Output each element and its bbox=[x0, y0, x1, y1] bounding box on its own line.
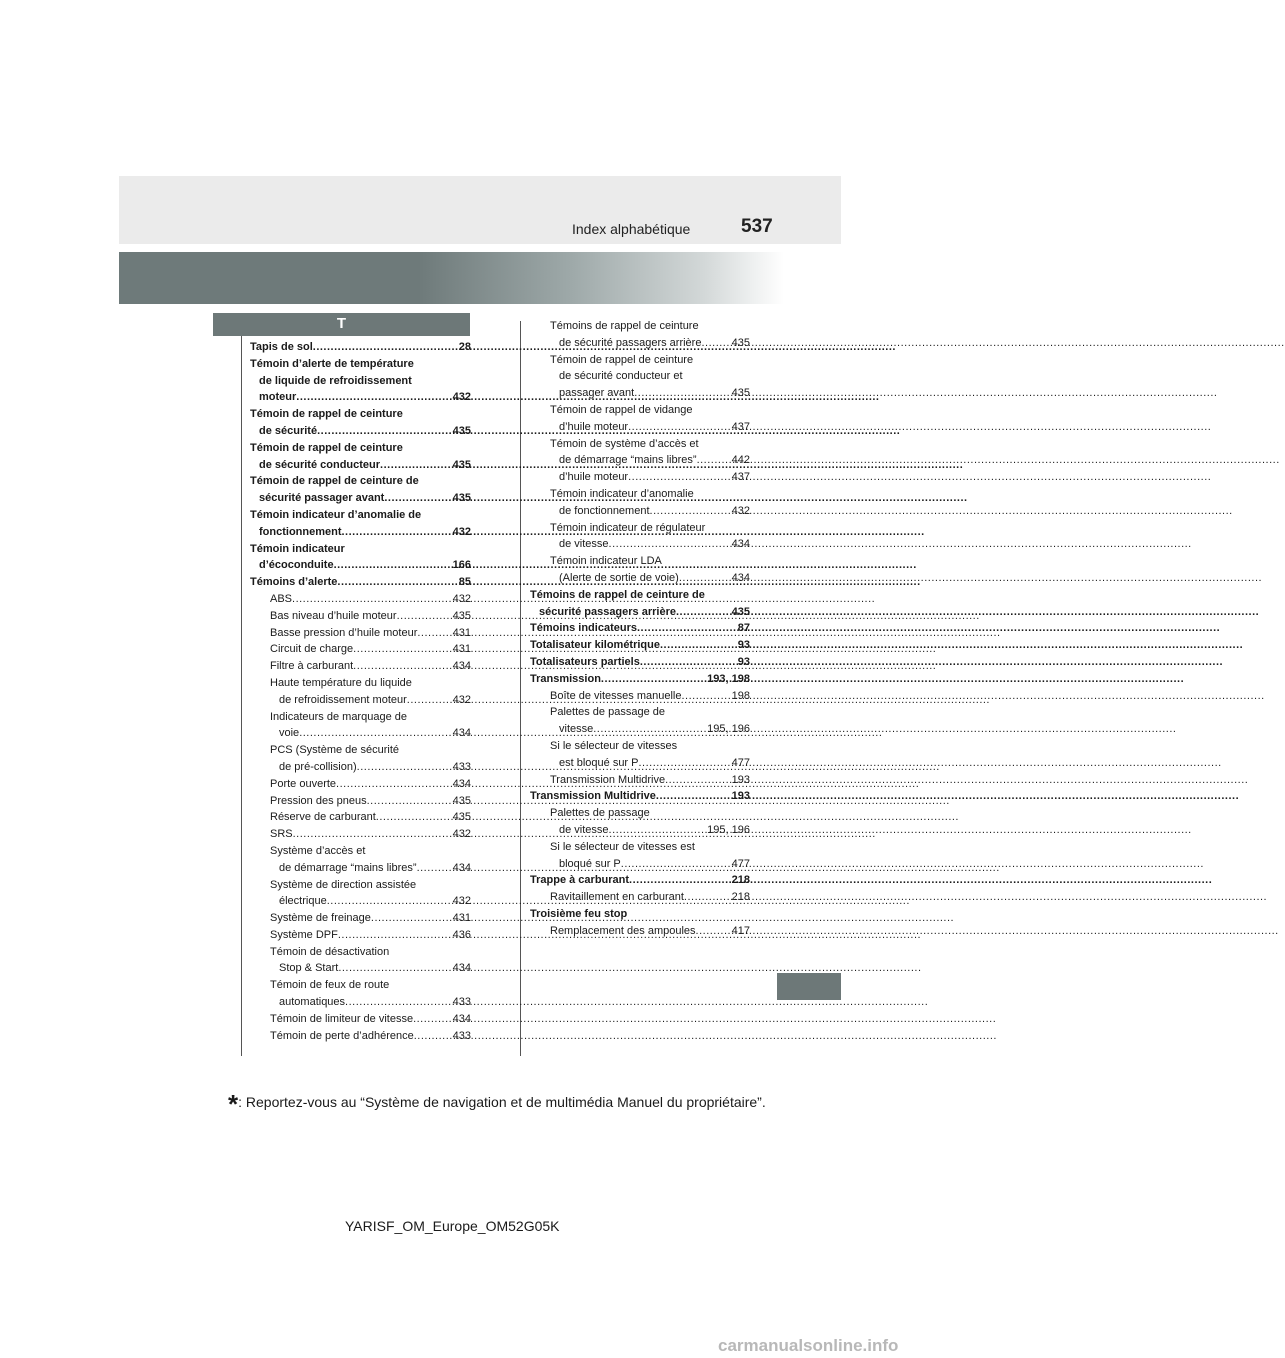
index-entry-text: Si le sélecteur de vitesses bbox=[550, 739, 678, 752]
index-entry-text: Tapis de sol bbox=[250, 341, 313, 353]
index-entry-text: passager avant bbox=[559, 387, 635, 400]
index-entry bbox=[530, 721, 750, 738]
index-entry bbox=[250, 557, 471, 574]
index-entry-page: 435 bbox=[452, 424, 471, 437]
index-entry-page: 432 bbox=[452, 693, 471, 706]
dot-leader bbox=[660, 637, 738, 654]
chapter-band bbox=[119, 252, 784, 304]
index-entry-page: 193, 198 bbox=[707, 672, 750, 685]
index-entry-text: Totalisateurs partiels bbox=[530, 655, 640, 668]
index-entry bbox=[250, 927, 471, 944]
index-entry-page: 434 bbox=[731, 571, 750, 584]
index-entry bbox=[250, 574, 471, 591]
dot-leader bbox=[334, 557, 453, 574]
index-entry bbox=[250, 675, 471, 692]
index-entry-page: 477 bbox=[731, 756, 750, 769]
index-entry bbox=[530, 436, 750, 453]
index-entry-text: Pression des pneus bbox=[270, 794, 367, 807]
index-entry bbox=[530, 469, 750, 486]
index-column-left bbox=[250, 339, 471, 1044]
index-entry bbox=[250, 1028, 471, 1045]
index-entry-text: Témoin de système d’accès et bbox=[550, 437, 699, 450]
index-entry bbox=[250, 776, 471, 793]
index-entry-page: 87 bbox=[737, 622, 750, 635]
index-entry-page: 435 bbox=[452, 458, 471, 471]
index-entry bbox=[250, 373, 471, 390]
index-entry bbox=[250, 944, 471, 961]
index-entry-text: Témoin de rappel de ceinture bbox=[250, 408, 403, 421]
dot-leader bbox=[640, 654, 738, 671]
dot-leader bbox=[684, 889, 732, 906]
index-entry-page: 432 bbox=[452, 895, 471, 908]
index-entry-text: Témoin indicateur d’anomalie bbox=[550, 487, 694, 500]
index-entry-text: sécurité passagers arrière bbox=[539, 605, 676, 618]
index-entry bbox=[530, 889, 750, 906]
index-entry bbox=[530, 923, 750, 940]
dot-leader bbox=[384, 490, 452, 507]
dot-leader bbox=[621, 856, 732, 873]
page-number: 537 bbox=[741, 216, 773, 237]
index-entry-page: 85 bbox=[458, 576, 471, 589]
index-entry-text: sécurité passager avant bbox=[259, 492, 385, 505]
index-entry-text: vitesse bbox=[559, 723, 594, 736]
index-entry-page: 435 bbox=[731, 605, 750, 618]
index-entry bbox=[530, 805, 750, 822]
index-entry-text: automatiques bbox=[279, 996, 346, 1009]
index-entry-text: de pré-collision) bbox=[279, 760, 357, 773]
index-entry bbox=[250, 1011, 471, 1028]
index-entry-text: Témoin indicateur d’anomalie de bbox=[250, 508, 422, 521]
index-entry bbox=[530, 755, 750, 772]
dot-leader bbox=[353, 641, 452, 658]
dot-leader bbox=[639, 755, 732, 772]
dot-leader bbox=[292, 591, 453, 608]
index-entry-text: électrique bbox=[279, 895, 327, 908]
index-entry-page: 193 bbox=[731, 790, 750, 803]
index-entry bbox=[250, 877, 471, 894]
index-entry-text: SRS bbox=[270, 828, 293, 841]
index-entry bbox=[250, 389, 471, 406]
index-entry-page: 435 bbox=[452, 492, 471, 505]
index-entry-page: 434 bbox=[452, 861, 471, 874]
index-entry bbox=[530, 704, 750, 721]
index-entry-page: 442 bbox=[731, 454, 750, 467]
index-entry bbox=[250, 742, 471, 759]
index-entry bbox=[250, 608, 471, 625]
index-entry-text: Témoin de limiteur de vitesse bbox=[270, 1012, 414, 1025]
letter-tab: T bbox=[213, 313, 470, 336]
index-entry bbox=[250, 406, 471, 423]
dot-leader bbox=[609, 822, 708, 839]
dot-leader bbox=[338, 960, 452, 977]
index-entry-page: 433 bbox=[452, 1029, 471, 1042]
index-entry-text: Réserve de carburant bbox=[270, 811, 376, 824]
index-entry bbox=[250, 725, 471, 742]
index-entry bbox=[530, 688, 750, 705]
index-entry-text: Transmission Multidrive bbox=[530, 790, 656, 803]
index-entry-page: 434 bbox=[452, 727, 471, 740]
index-entry-text: Témoins indicateurs bbox=[530, 622, 637, 635]
index-entry-text: (Alerte de sortie de voie) bbox=[559, 571, 679, 584]
index-entry-page: 434 bbox=[452, 777, 471, 790]
index-entry bbox=[530, 654, 750, 671]
index-entry-text: Système de freinage bbox=[270, 912, 371, 925]
dot-leader bbox=[701, 335, 731, 352]
index-entry-page: 434 bbox=[731, 538, 750, 551]
dot-leader bbox=[656, 788, 732, 805]
index-entry bbox=[530, 402, 750, 419]
index-entry-text: Si le sélecteur de vitesses est bbox=[550, 840, 695, 853]
column-divider-left bbox=[241, 336, 242, 1056]
index-entry bbox=[530, 620, 750, 637]
index-entry-text: Boîte de vitesses manuelle bbox=[550, 689, 682, 702]
watermark: carmanualsonline.info bbox=[718, 1336, 899, 1355]
index-entry bbox=[530, 368, 750, 385]
index-entry bbox=[530, 872, 750, 889]
index-entry-text: Stop & Start bbox=[279, 962, 339, 975]
index-entry-page: 477 bbox=[731, 857, 750, 870]
dot-leader bbox=[665, 772, 732, 789]
index-entry-page: 28 bbox=[458, 341, 471, 353]
dot-leader bbox=[681, 688, 731, 705]
index-entry-page: 166 bbox=[452, 559, 471, 572]
index-entry-page: 433 bbox=[452, 760, 471, 773]
index-entry-text: de démarrage “mains libres” bbox=[279, 861, 417, 874]
dot-leader bbox=[629, 872, 732, 889]
footnote-marker: * bbox=[228, 1089, 239, 1119]
dot-leader bbox=[593, 721, 707, 738]
index-entry bbox=[250, 793, 471, 810]
index-entry-text: Témoin de feux de route bbox=[270, 979, 390, 992]
index-entry-text: bloqué sur P bbox=[559, 857, 621, 870]
index-entry bbox=[530, 856, 750, 873]
dot-leader bbox=[676, 604, 732, 621]
index-entry-text: Basse pression d’huile moteur bbox=[270, 626, 418, 639]
index-entry-text: PCS (Système de sécurité bbox=[270, 744, 399, 757]
index-entry-page: 218 bbox=[731, 891, 750, 904]
index-entry-text: ABS bbox=[270, 592, 293, 605]
index-entry-text: Porte ouverte bbox=[270, 777, 337, 790]
dot-leader bbox=[414, 1028, 453, 1045]
index-entry bbox=[250, 860, 471, 877]
index-entry bbox=[250, 826, 471, 843]
index-entry-page: 431 bbox=[452, 643, 471, 656]
index-entry bbox=[250, 692, 471, 709]
index-entry bbox=[530, 906, 750, 923]
index-entry-text: fonctionnement bbox=[259, 525, 342, 538]
dot-leader bbox=[601, 671, 707, 688]
index-column-right bbox=[530, 318, 750, 939]
index-entry-text: de sécurité conducteur et bbox=[559, 370, 683, 383]
dot-leader bbox=[609, 536, 732, 553]
index-entry bbox=[250, 625, 471, 642]
dot-leader bbox=[357, 759, 453, 776]
index-entry-text: de démarrage “mains libres” bbox=[559, 454, 697, 467]
dot-leader bbox=[697, 452, 732, 469]
index-entry bbox=[530, 822, 750, 839]
dot-leader bbox=[407, 692, 453, 709]
index-entry-text: moteur bbox=[259, 391, 297, 404]
dot-leader bbox=[637, 620, 738, 637]
index-entry bbox=[250, 591, 471, 608]
index-entry-text: de vitesse bbox=[559, 823, 609, 836]
index-entry-text: Système DPF bbox=[270, 928, 338, 941]
index-entry-page: 436 bbox=[452, 928, 471, 941]
index-entry-page: 437 bbox=[731, 471, 750, 484]
index-entry-page: 434 bbox=[452, 962, 471, 975]
index-entry bbox=[250, 339, 471, 356]
dot-leader bbox=[397, 608, 453, 625]
dot-leader bbox=[338, 927, 453, 944]
index-entry-text: d’huile moteur bbox=[559, 471, 629, 484]
index-entry-page: 195, 196 bbox=[707, 723, 750, 736]
index-entry bbox=[530, 587, 750, 604]
index-entry-page: 435 bbox=[452, 794, 471, 807]
index-entry bbox=[250, 490, 471, 507]
index-entry-page: 432 bbox=[452, 828, 471, 841]
index-entry-text: Haute température du liquide bbox=[270, 676, 412, 689]
index-entry-text: voie bbox=[279, 727, 300, 740]
index-entry-page: 432 bbox=[452, 592, 471, 605]
index-entry bbox=[530, 385, 750, 402]
dot-leader bbox=[417, 860, 453, 877]
index-entry bbox=[530, 419, 750, 436]
dot-leader bbox=[317, 423, 453, 440]
index-entry bbox=[250, 457, 471, 474]
index-entry-text: Trappe à carburant bbox=[530, 874, 630, 887]
index-entry bbox=[250, 507, 471, 524]
index-entry-text: Palettes de passage de bbox=[550, 706, 665, 719]
index-entry bbox=[250, 809, 471, 826]
document-code: YARISF_OM_Europe_OM52G05K bbox=[345, 1218, 560, 1234]
index-entry-text: de vitesse bbox=[559, 538, 609, 551]
index-entry-page: 193 bbox=[731, 773, 750, 786]
footnote-text: : Reportez-vous au “Système de navigation et de multimédia Manuel du propriétaire”. bbox=[238, 1094, 766, 1110]
index-entry-text: Témoin indicateur de régulateur bbox=[550, 521, 706, 534]
index-entry-page: 195, 196 bbox=[707, 823, 750, 836]
index-entry-text: est bloqué sur P bbox=[559, 756, 639, 769]
dot-leader bbox=[628, 419, 732, 436]
dot-leader bbox=[417, 625, 452, 642]
index-entry bbox=[250, 524, 471, 541]
dot-leader bbox=[336, 776, 453, 793]
index-entry-text: de fonctionnement bbox=[559, 504, 650, 517]
dot-leader bbox=[342, 524, 453, 541]
index-entry-page: 218 bbox=[731, 874, 750, 887]
index-entry-text: de sécurité bbox=[259, 424, 318, 437]
index-entry-text: Troisième feu stop bbox=[530, 907, 628, 920]
index-entry-page: 435 bbox=[731, 387, 750, 400]
index-entry bbox=[250, 356, 471, 373]
index-entry bbox=[250, 541, 471, 558]
index-entry-text: Système de direction assistée bbox=[270, 878, 417, 891]
dot-leader bbox=[679, 570, 732, 587]
index-entry-text: Bas niveau d’huile moteur bbox=[270, 609, 397, 622]
index-entry-text: Témoin de rappel de ceinture bbox=[250, 441, 403, 454]
dot-leader bbox=[367, 793, 453, 810]
index-entry-text: Témoin indicateur LDA bbox=[550, 555, 662, 568]
index-entry-text: d’écoconduite bbox=[259, 559, 334, 572]
index-entry bbox=[530, 318, 750, 335]
index-entry-text: de refroidissement moteur bbox=[279, 693, 407, 706]
index-entry-text: Témoin de rappel de vidange bbox=[550, 403, 693, 416]
dot-leader bbox=[345, 994, 453, 1011]
index-entry bbox=[250, 843, 471, 860]
index-entry bbox=[530, 570, 750, 587]
index-entry-text: Indicateurs de marquage de bbox=[270, 710, 407, 723]
index-entry-text: Témoins d’alerte bbox=[250, 576, 338, 589]
index-entry bbox=[530, 772, 750, 789]
index-entry-page: 434 bbox=[452, 1012, 471, 1025]
index-entry bbox=[530, 788, 750, 805]
index-entry bbox=[530, 738, 750, 755]
index-entry bbox=[250, 977, 471, 994]
index-entry-text: Système d’accès et bbox=[270, 844, 366, 857]
index-entry-page: 434 bbox=[452, 660, 471, 673]
index-entry bbox=[250, 994, 471, 1011]
index-entry-text: Témoin d’alerte de température bbox=[250, 357, 414, 370]
index-entry-text: Témoin de rappel de ceinture de bbox=[250, 475, 419, 488]
index-entry-text: de sécurité passagers arrière bbox=[559, 336, 702, 349]
section-title: Index alphabétique bbox=[572, 221, 691, 237]
dot-leader bbox=[299, 725, 452, 742]
dot-leader bbox=[634, 385, 731, 402]
chapter-side-tab bbox=[777, 973, 841, 1000]
index-entry-text: Témoins de rappel de ceinture de bbox=[530, 588, 705, 601]
index-entry-text: Témoin indicateur bbox=[250, 542, 345, 555]
dot-leader bbox=[313, 339, 459, 356]
dot-leader bbox=[628, 469, 732, 486]
index-entry bbox=[530, 637, 750, 654]
dot-leader bbox=[353, 658, 452, 675]
index-entry bbox=[250, 759, 471, 776]
index-entry bbox=[530, 839, 750, 856]
dot-leader bbox=[296, 389, 452, 406]
index-entry bbox=[530, 503, 750, 520]
index-entry-page: 198 bbox=[731, 689, 750, 702]
index-entry-text: Ravitaillement en carburant bbox=[550, 891, 684, 904]
index-entry-page: 433 bbox=[452, 996, 471, 1009]
dot-leader bbox=[327, 893, 453, 910]
dot-leader bbox=[293, 826, 453, 843]
index-entry-text: de liquide de refroidissement bbox=[259, 374, 412, 387]
index-entry-text: Témoins de rappel de ceinture bbox=[550, 320, 699, 332]
index-entry-text: de sécurité conducteur bbox=[259, 458, 381, 471]
index-entry-page: 431 bbox=[452, 626, 471, 639]
index-entry bbox=[530, 352, 750, 369]
dot-leader bbox=[650, 503, 732, 520]
index-entry bbox=[250, 440, 471, 457]
dot-leader bbox=[337, 574, 458, 591]
index-entry bbox=[530, 553, 750, 570]
index-entry bbox=[250, 709, 471, 726]
index-entry-page: 432 bbox=[452, 391, 471, 404]
dot-leader bbox=[380, 457, 453, 474]
dot-leader bbox=[371, 910, 453, 927]
index-entry-page: 431 bbox=[452, 912, 471, 925]
index-entry-page: 435 bbox=[731, 336, 750, 349]
index-entry bbox=[530, 452, 750, 469]
index-entry bbox=[250, 423, 471, 440]
index-entry bbox=[250, 658, 471, 675]
index-entry-text: d’huile moteur bbox=[559, 420, 629, 433]
index-entry-text: Témoin de désactivation bbox=[270, 945, 390, 958]
index-entry-text: Remplacement des ampoules bbox=[550, 924, 696, 937]
index-entry-page: 432 bbox=[452, 525, 471, 538]
index-entry-text: Témoin de rappel de ceinture bbox=[550, 353, 694, 366]
index-entry-text: Transmission Multidrive bbox=[550, 773, 666, 786]
index-entry-text: Témoin de perte d’adhérence bbox=[270, 1029, 414, 1042]
index-entry-page: 437 bbox=[731, 420, 750, 433]
index-entry-text: Totalisateur kilométrique bbox=[530, 639, 660, 652]
index-entry bbox=[250, 641, 471, 658]
index-entry bbox=[250, 473, 471, 490]
index-entry-text: Transmission bbox=[530, 672, 601, 685]
footnote bbox=[228, 1083, 766, 1119]
index-entry-page: 93 bbox=[737, 655, 750, 668]
index-entry bbox=[250, 960, 471, 977]
index-entry-page: 93 bbox=[737, 639, 750, 652]
index-entry bbox=[250, 893, 471, 910]
dot-leader bbox=[376, 809, 453, 826]
dot-leader bbox=[696, 923, 732, 940]
index-entry-text: Palettes de passage bbox=[550, 807, 650, 820]
index-entry-page: 435 bbox=[452, 811, 471, 824]
index-entry-text: Filtre à carburant bbox=[270, 660, 354, 673]
index-entry-page: 435 bbox=[452, 609, 471, 622]
index-entry bbox=[530, 604, 750, 621]
index-entry-text: Circuit de charge bbox=[270, 643, 354, 656]
index-entry bbox=[250, 910, 471, 927]
index-entry bbox=[530, 335, 750, 352]
index-entry-page: 432 bbox=[731, 504, 750, 517]
index-entry bbox=[530, 536, 750, 553]
index-entry bbox=[530, 520, 750, 537]
index-entry-page: 417 bbox=[731, 924, 750, 937]
index-entry bbox=[530, 671, 750, 688]
index-entry bbox=[530, 486, 750, 503]
dot-leader bbox=[413, 1011, 453, 1028]
header-bar bbox=[119, 176, 841, 244]
